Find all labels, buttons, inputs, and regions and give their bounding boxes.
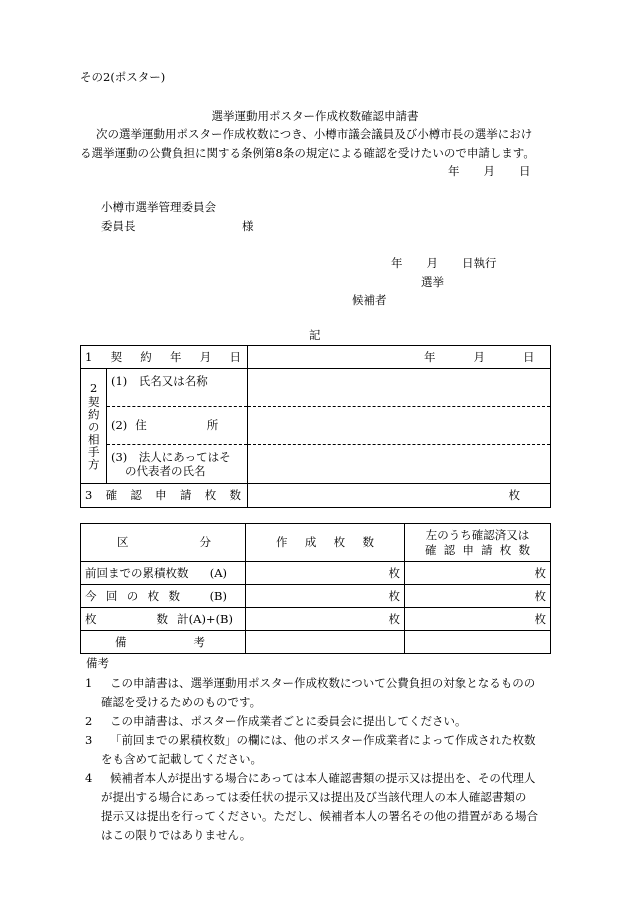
note-item-2: 2 この申請書は、ポスター作成業者ごとに委員会に提出してください。 — [85, 714, 467, 728]
party-rep-row — [81, 445, 551, 484]
notes-heading: 備考 — [86, 656, 109, 670]
addressee-honorific: 様 — [242, 219, 254, 233]
request-count-value[interactable]: 枚 — [248, 484, 551, 508]
contract-date-row — [81, 346, 551, 369]
addressee-org: 小樽市選挙管理委員会 — [101, 200, 216, 214]
row-previous-made[interactable]: 枚 — [246, 562, 405, 585]
intro-line-1: 次の選挙運動用ポスター作成枚数につき、小樽市議会議員及び小樽市長の選挙におけ — [96, 127, 533, 141]
party-address-value[interactable] — [248, 407, 551, 445]
header-confirmed: 左のうち確認済又は 確 認 申 請 枚 数 — [405, 524, 551, 562]
addressee-chair: 委員長 — [101, 219, 136, 233]
party-address-row — [81, 407, 551, 445]
table-row — [81, 562, 551, 585]
table-row — [81, 608, 551, 631]
table-row — [81, 585, 551, 608]
row-remarks-label: 備 考 — [81, 631, 246, 654]
row-total-label: 枚 数 計(A)+(B) — [81, 608, 246, 631]
date-day: 日 — [519, 164, 531, 178]
table-row — [81, 631, 551, 654]
party-name-label: (1) 氏名又は名称 — [107, 369, 248, 407]
count-table — [80, 523, 551, 654]
row-previous-label: 前回までの累積枚数 (A) — [81, 562, 246, 585]
party-name-row — [81, 369, 551, 407]
candidate-label: 候補者 — [352, 293, 387, 307]
party-label: 2契約の相手方 — [81, 369, 107, 484]
request-count-label: 3 確 認 申 請 枚 数 — [81, 484, 248, 508]
application-date — [448, 164, 531, 178]
contract-table — [80, 345, 551, 508]
ki-label: 記 — [309, 328, 321, 342]
intro-line-2: る選挙運動の公費負担に関する条例第8条の規定による確認を受けたいので申請します。 — [80, 146, 535, 160]
party-address-label: (2) 住 所 — [107, 407, 248, 445]
party-rep-value[interactable] — [248, 445, 551, 484]
count-table-header — [81, 524, 551, 562]
header-sakusei: 作 成 枚 数 — [246, 524, 405, 562]
election-year: 年 — [391, 256, 403, 270]
row-remarks-confirmed[interactable] — [405, 631, 551, 654]
contract-date-value[interactable]: 年 月 日 — [248, 346, 551, 369]
note-item-3: 3 「前回までの累積枚数」の欄には、他のポスター作成業者によって作成された枚数 をも含めて記載してください。 — [85, 733, 536, 766]
contract-date-label: 1 契 約 年 月 日 — [81, 346, 248, 369]
row-total-made[interactable]: 枚 — [246, 608, 405, 631]
page-title: 選挙運動用ポスター作成枚数確認申請書 — [211, 109, 419, 123]
header-kubun: 区 分 — [81, 524, 246, 562]
election-month: 月 — [426, 256, 438, 270]
date-month: 月 — [483, 164, 495, 178]
row-current-confirmed[interactable]: 枚 — [405, 585, 551, 608]
party-rep-label: (3) 法人にあってはそ の代表者の氏名 — [107, 445, 248, 484]
row-total-confirmed[interactable]: 枚 — [405, 608, 551, 631]
note-item-1: 1 この申請書は、選挙運動用ポスター作成枚数について公費負担の対象となるものの 確認を受けるためのものです。 — [85, 676, 536, 709]
row-remarks-made[interactable] — [246, 631, 405, 654]
form-number: その2(ポスター) — [80, 70, 166, 84]
row-current-made[interactable]: 枚 — [246, 585, 405, 608]
election-date — [391, 256, 497, 270]
row-previous-confirmed[interactable]: 枚 — [405, 562, 551, 585]
row-current-label: 今 回 の 枚 数 (B) — [81, 585, 246, 608]
party-name-value[interactable] — [248, 369, 551, 407]
date-year: 年 — [448, 164, 460, 178]
note-item-4: 4 候補者本人が提出する場合にあっては本人確認書類の提示又は提出を、その代理人 が提出する場合にあっては委任状の提示又は提出及び当該代理人の本人確認書類の 提示又は提出を行ってください。ただし、候補者本人の署名その他の措置がある場合 はこの限りではありません。 — [85, 771, 538, 842]
election-day-exec: 日執行 — [462, 256, 497, 270]
request-count-row — [81, 484, 551, 508]
election-name: 選挙 — [421, 275, 444, 289]
